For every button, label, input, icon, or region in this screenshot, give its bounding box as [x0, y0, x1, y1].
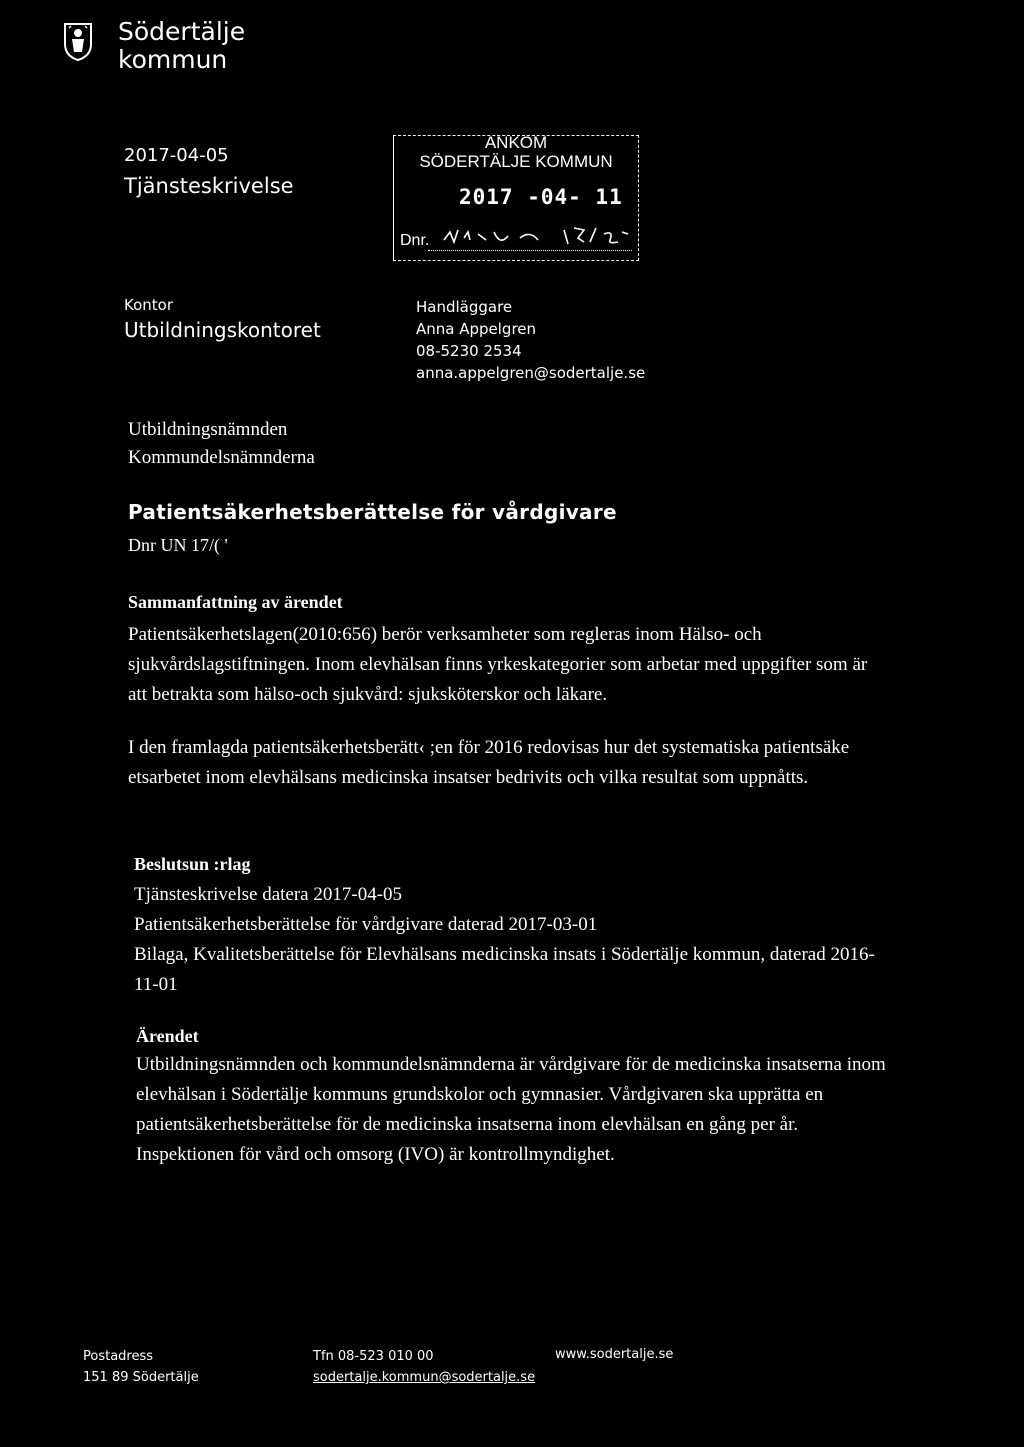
- stamp-date: 2017 -04- 11: [459, 185, 623, 209]
- handler-phone: 08-5230 2534: [416, 342, 522, 360]
- basis-item: Patientsäkerhetsberättelse för vårdgivare daterad 2017-03-01: [134, 914, 598, 935]
- stamp-org: SÖDERTÄLJE KOMMUN: [419, 152, 613, 171]
- handler-name: Anna Appelgren: [416, 320, 537, 338]
- basis-item: Tjänsteskrivelse datera 2017-04-05: [134, 884, 403, 905]
- recipient-item: Utbildningsnämnden: [128, 419, 288, 440]
- summary-heading: Sammanfattning av ärendet: [128, 592, 343, 612]
- decision-basis-list: [134, 880, 894, 1000]
- basis-item: Bilaga, Kvalitetsberättelse för Elevhälsans medicinska insats i Södertälje kommun, daterad 2016-11-01: [134, 944, 875, 995]
- organization-name: [118, 18, 245, 74]
- case-body: [136, 1050, 896, 1170]
- decision-basis-heading: Beslutsun :rlag: [134, 854, 251, 874]
- footer-post-address: 151 89 Södertälje: [83, 1370, 199, 1385]
- document-date: 2017-04-05: [124, 145, 229, 166]
- case-paragraph-2: Inspektionen för vård och omsorg (IVO) är kontrollmyndighet.: [136, 1144, 615, 1165]
- municipal-crest-icon: [63, 22, 93, 62]
- stamp-dnr-label: Dnr.: [400, 232, 430, 249]
- footer-post-label: Postadress: [83, 1349, 154, 1364]
- document-dnr: Dnr UN 17/( ': [128, 535, 228, 555]
- office-name: Utbildningskontoret: [124, 318, 321, 342]
- stamp-title: ANKOM: [484, 133, 548, 152]
- recipient-item: Kommundelsnämnderna: [128, 447, 315, 468]
- handler-block: [416, 296, 645, 384]
- document-type: Tjänsteskrivelse: [124, 174, 294, 198]
- document-title: Patientsäkerhetsberättelse för vårdgivare: [128, 500, 617, 524]
- summary-paragraph-2: I den framlagda patientsäkerhetsberätt‹ ;en för 2016 redovisas hur det systematiska patientsäke etsarbetet inom elevhälsans medicinska insatser bedrivits och vilka resultat som uppnåtts.: [128, 737, 850, 788]
- case-heading: Ärendet: [136, 1026, 199, 1046]
- stamp-dnr-line: [428, 250, 632, 251]
- org-name-line2: kommun: [118, 45, 228, 74]
- case-paragraph-1: Utbildningsnämnden och kommundelsnämnderna är vårdgivare för de medicinska insatserna inom elevhälsan i Södertälje kommuns grundskolor och gymnasier. Vårdgivaren ska upprätta en patientsäkerhetsberättelse för de medicinska insatserna inom elevhälsan en gång per år.: [136, 1054, 886, 1135]
- org-name-line1: Södertälje: [118, 17, 246, 46]
- received-stamp: [393, 135, 639, 261]
- footer-email-link[interactable]: sodertalje.kommun@sodertalje.se: [313, 1370, 536, 1385]
- handler-label: Handläggare: [416, 298, 513, 316]
- footer-phone: Tfn 08-523 010 00: [313, 1349, 434, 1364]
- summary-paragraph-1: Patientsäkerhetslagen(2010:656) berör verksamheter som regleras inom Hälso- och sjukvårdslagstiftningen. Inom elevhälsan finns yrkeskategorier som arbetar med uppgifter som är att betrakta som hälso-och sjukvård: sjuksköterskor och läkare.: [128, 624, 868, 705]
- office-label: Kontor: [124, 296, 173, 314]
- recipients: [128, 416, 315, 472]
- handler-email: anna.appelgren@sodertalje.se: [416, 364, 646, 382]
- footer-web-link[interactable]: www.sodertalje.se: [555, 1347, 674, 1362]
